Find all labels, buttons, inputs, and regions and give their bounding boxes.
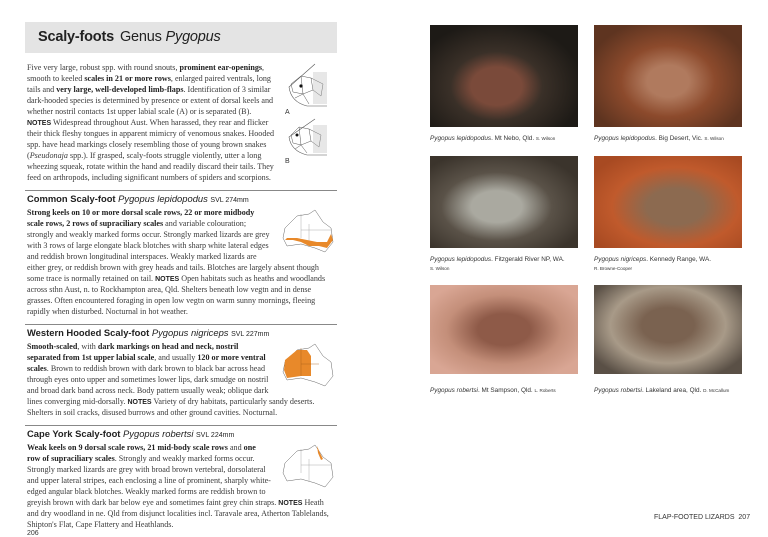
caption-place: . Mt Nebo, Qld. (491, 135, 535, 142)
svl: SVL 227mm (231, 331, 270, 338)
notes-label: NOTES (27, 120, 52, 127)
caption-species: Pygopus lepidopodus (594, 135, 656, 142)
notes-label: NOTES (127, 399, 152, 406)
photo-caption (430, 386, 556, 395)
common-name: Common Scaly-foot (27, 193, 116, 204)
scale-diagram-b (285, 117, 329, 157)
left-page (25, 22, 337, 537)
page-number-left: 206 (27, 530, 39, 537)
photo-robertsi-mt-sampson (430, 285, 578, 374)
text-segment: , and usually (154, 353, 198, 362)
photo-robertsi-lakeland (594, 285, 742, 374)
caption-species: Pygopus nigriceps (594, 256, 647, 263)
text-segment: prominent ear-openings (179, 63, 263, 72)
photo-caption (430, 134, 555, 143)
text-segment: and variable colouration; strongly and weakly marked forms occur. Strongly marked lizards are grey with 3 rows of large elongate black blotches with sharp white lateral edges and reddish brown longitudinal interspaces. Weakly marked lizards are either grey, or reddish brown with grey heads and tails. Blotches are largely absent though some trace is normally retained on tail. (27, 219, 319, 283)
figure-label-b: B (285, 158, 290, 165)
intro-section (25, 62, 337, 183)
text-segment: , with (77, 342, 98, 351)
photo-caption (594, 134, 724, 143)
species-description (27, 341, 337, 418)
caption-species: Pygopus lepidopodus (430, 135, 492, 142)
caption-place: . Lakeland area, Qld. (641, 387, 702, 394)
distribution-map-robertsi (279, 443, 337, 491)
text-segment: . Brown to reddish brown with dark brown to black bar across head through eyes onto upper and sometimes lower lips, dark smudge on nostril and broad dark band across neck. Body pattern usually weak; oblique dark lines converging mid-dorsally. (27, 364, 269, 406)
caption-species: Pygopus lepidopodus (430, 256, 492, 263)
page-number-right: 207 (738, 514, 751, 521)
species-robertsi (25, 425, 337, 530)
species-description (27, 207, 337, 317)
text-segment: Smooth-scaled (27, 342, 78, 351)
distribution-map-lepidopodus (279, 208, 337, 256)
scientific-name: Pygopus robertsi (123, 428, 194, 439)
caption-credit: L. Roberts (534, 388, 556, 393)
text-segment: Variety of dry habitats, particularly sandy deserts. Shelters in soil cracks, disused burrows and other ground cavities. Nocturnal. (27, 397, 315, 417)
scale-diagrams (285, 62, 337, 166)
caption-species: Pygopus robertsi (430, 387, 478, 394)
text-segment: . Strongly and weakly marked forms occur. Strongly marked lizards are grey with broad brown vertebral, dorsolateral and upper lateral stripes, each enclosing a line of prominent, sharply white-edged angular black blotches. Weakly marked forms are reddish brown to greyish brown with dark bar below eye and sometimes faint grey chin straps. (27, 454, 279, 507)
caption-place: . Fitzgerald River NP, WA. (491, 256, 565, 263)
text-segment: Pseudonaja (29, 151, 68, 160)
section-header (25, 22, 337, 53)
species-heading (27, 428, 337, 442)
svl: SVL 224mm (196, 432, 235, 439)
text-segment: Weak keels on 9 dorsal scale rows, 21 mid-body scale rows (27, 443, 228, 452)
species-lepidopodus (25, 190, 337, 317)
species-nigriceps (25, 324, 337, 418)
caption-place: . Big Desert, Vic. (655, 135, 703, 142)
common-name: Cape York Scaly-foot (27, 428, 121, 439)
text-segment: scales in 21 or more rows (84, 74, 171, 83)
svl: SVL 274mm (210, 197, 249, 204)
text-segment: Widespread throughout Aust. When harassed, they rear and flicker their thick fleshy tongues in apparent mimicry of venomous snakes. Hooded spp. have head markings closely resembling those of young brown snakes ( (27, 118, 275, 160)
scale-diagram-a (285, 62, 329, 108)
species-heading (27, 327, 337, 341)
figure-label-a: A (285, 109, 290, 116)
text-segment: spp.). If grasped, scaly-foots struggle violently, utter a long wheezing squeak, rotate within the hand and readily discard their tails. They feed on arthropods, including significant numbers of spiders and scorpions. (27, 151, 274, 182)
caption-credit: R. Browne-Cooper (594, 266, 633, 271)
text-segment: Open habitats such as heaths and woodlands across sthn Aust, n. to Rockhampton area, Qld. Shelters beneath low vegtn and in dense grasses. Often encountered foraging in open low vegtn on warm sunny mornings, fleeing rapidly when disturbed. Nocturnal in hot weather. (27, 274, 326, 316)
text-segment: , smooth to keeled (27, 63, 265, 83)
text-segment: 120 or more ventral scales (27, 353, 266, 373)
text-segment: Five very large, robust spp. with round snouts, (27, 63, 180, 72)
photo-caption (594, 386, 729, 395)
species-heading (27, 193, 337, 207)
caption-credit: S. Wilson (535, 136, 556, 141)
photo-nigriceps-kennedy (594, 156, 742, 248)
photo-caption (594, 255, 711, 273)
running-footer (654, 514, 750, 521)
text-segment: one row of supraciliary scales (27, 443, 256, 463)
scientific-name: Pygopus nigriceps (151, 327, 229, 338)
photo-lepidopodus-big-desert (594, 25, 742, 127)
footer-title: FLAP-FOOTED LIZARDS (654, 514, 735, 521)
common-name: Western Hooded Scaly-foot (27, 327, 150, 338)
intro-paragraph (27, 62, 337, 183)
caption-place: . Mt Sampson, Qld. (477, 387, 533, 394)
caption-place: . Kennedy Range, WA. (646, 256, 712, 263)
text-segment: Strong keels on 10 or more dorsal scale rows, 22 or more midbody scale rows, 2 rows of supraciliary scales (27, 208, 255, 228)
text-segment: , enlarged paired ventrals, long tails and (27, 74, 271, 94)
genus-name: Pygopus (165, 29, 221, 45)
notes-label: NOTES (155, 276, 180, 283)
notes-label: NOTES (278, 500, 303, 507)
species-description (27, 442, 337, 530)
text-segment: very large, well-developed limb-flaps (56, 85, 184, 94)
caption-credit: D. McCallum (703, 388, 730, 393)
text-segment: Heath and dry woodland in ne. Qld from disjunct localities incl. Taravale area, Atherton Tablelands, Shipton's Flat, Cape Flattery and Heathlands. (27, 498, 329, 529)
caption-credit: S. Wilson (704, 136, 724, 141)
photo-caption (430, 255, 565, 273)
section-title (38, 29, 221, 45)
caption-species: Pygopus robertsi (594, 387, 642, 394)
distribution-map-nigriceps (279, 342, 337, 390)
scientific-name: Pygopus lepidopodus (118, 193, 208, 204)
caption-credit: S. Wilson (430, 266, 450, 271)
text-segment: dark markings on head and neck, nostril separated from 1st upper labial scale (27, 342, 239, 362)
text-segment: and (227, 443, 244, 452)
genus-word: Genus (119, 29, 162, 45)
title-text: Scaly-foots (38, 29, 114, 45)
text-segment: . Identification of 3 similar dark-hooded species is determined by presence or extent of dorsal keels and whether nostril contacts 1st upper labial scale (A) or is separated (B). (27, 85, 274, 116)
photo-lepidopodus-mt-nebo (430, 25, 578, 127)
photo-lepidopodus-fitzgerald (430, 156, 578, 248)
